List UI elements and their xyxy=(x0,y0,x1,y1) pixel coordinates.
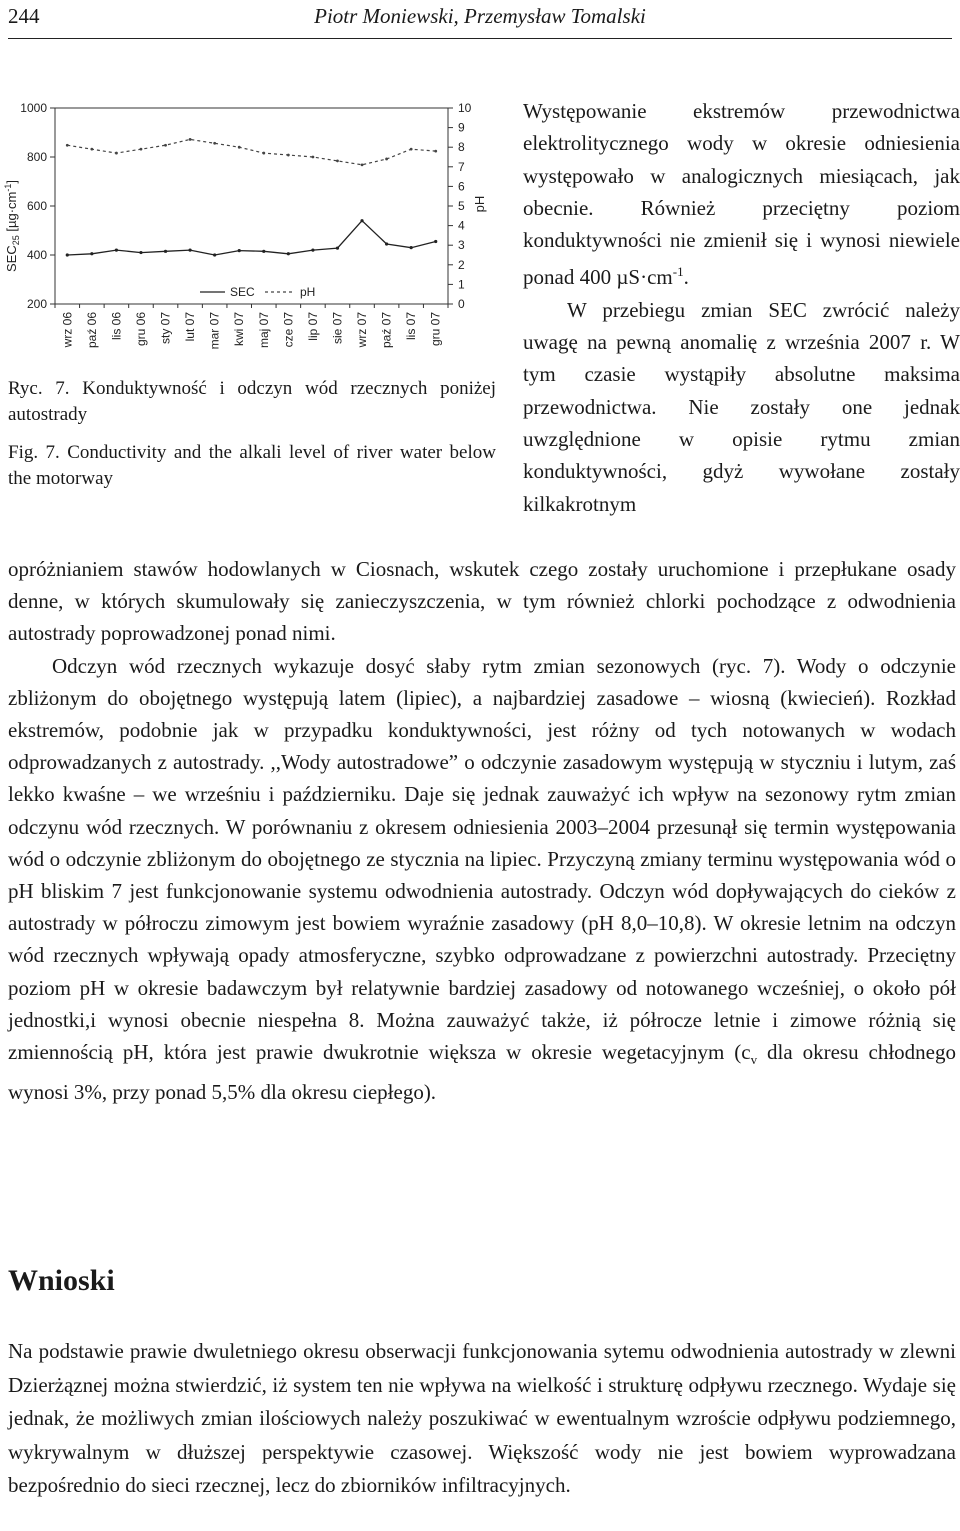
ph-point xyxy=(90,148,93,151)
y-axis-right-label: pH xyxy=(472,195,487,213)
sec-point xyxy=(164,250,167,253)
figure-caption-en: Fig. 7. Conductivity and the alkali level of river water below the motorway xyxy=(8,442,496,489)
y-left-tick-label: 200 xyxy=(26,297,47,311)
sec-point xyxy=(262,250,265,253)
sec-series-line xyxy=(67,221,435,255)
y-axis-left-label xyxy=(3,180,21,272)
sec-point xyxy=(66,253,69,256)
y-left-tick-label: 400 xyxy=(26,248,47,262)
ylabel-sub: 25 xyxy=(11,235,21,246)
x-tick-label: wrz 06 xyxy=(60,312,75,348)
ylabel-end: ] xyxy=(4,180,19,184)
p1-end: . xyxy=(683,265,689,290)
ph-point xyxy=(385,158,388,161)
figure-7-chart xyxy=(0,92,500,362)
x-tick-label: wrz 07 xyxy=(355,312,370,348)
y-right-tick-label: 1 xyxy=(458,277,465,292)
ylabel-sup: -1 xyxy=(3,183,13,192)
y-right-tick-label: 7 xyxy=(458,159,465,174)
sec-point xyxy=(410,246,413,249)
plot-frame xyxy=(55,108,448,304)
full-paragraph-1: opróżnianiem stawów hodowlanych w Ciosnach, wskutek czego zostały uruchomione i przepłukane osady denne, w których skumulowały się zanieczyszczenia, w tym również chlorki pochodzące z odwodnienia autostrady poprowadzonej ponad nimi. xyxy=(8,557,956,646)
x-tick-label: lis 07 xyxy=(404,312,419,341)
right-paragraph-1 xyxy=(523,95,960,294)
legend-sec-label: SEC xyxy=(230,285,255,299)
sec-point xyxy=(434,240,437,243)
y-left-tick-label: 800 xyxy=(26,150,47,164)
sec-point xyxy=(336,247,339,250)
sec-point xyxy=(139,251,142,254)
ph-point xyxy=(312,156,315,159)
ph-point xyxy=(115,152,118,155)
full-width-text xyxy=(8,553,956,1109)
x-tick-label: cze 07 xyxy=(281,312,296,348)
x-tick-label: lis 06 xyxy=(109,312,124,341)
y-left-tick-label: 1000 xyxy=(20,101,47,115)
y-right-tick-label: 5 xyxy=(458,199,465,213)
p1-main: Występowanie ekstremów przewodnictwa elektrolitycznego wody w okresie odniesienia występowało w analogicznych miesiącach, jak obecnie. Również przeciętny poziom konduktywności nie zmienił się i wynosi niewiele ponad 400 xyxy=(523,99,960,290)
figure-caption-pl: Ryc. 7. Konduktywność i odczyn wód rzecznych poniżej autostrady xyxy=(8,378,496,425)
ylabel-unit: [µg·cm xyxy=(4,191,19,236)
sec-point xyxy=(90,252,93,255)
sec-point xyxy=(115,249,118,252)
ph-point xyxy=(189,138,192,141)
x-tick-label: lip 07 xyxy=(305,312,320,341)
ph-point xyxy=(262,152,265,155)
y-right-tick-label: 2 xyxy=(458,257,465,272)
x-tick-label: sie 07 xyxy=(330,312,345,345)
x-tick-label: gru 06 xyxy=(133,312,148,347)
page-number: 244 xyxy=(8,4,40,28)
ylabel-main: SEC xyxy=(4,245,19,272)
y-right-tick-label: 0 xyxy=(458,297,465,311)
sec-point xyxy=(287,252,290,255)
ph-point xyxy=(213,142,216,145)
x-tick-label: kwi 07 xyxy=(232,312,247,347)
full-paragraph-2 xyxy=(8,650,956,1109)
x-tick-label: sty 07 xyxy=(158,312,173,345)
ph-point xyxy=(336,160,339,163)
p2-end: dla okresu chłodnego wynosi 3%, przy ponad 5,5% dla okresu ciepłego). xyxy=(8,1040,956,1105)
ph-point xyxy=(434,150,437,153)
ph-point xyxy=(287,154,290,157)
right-column-text xyxy=(523,95,960,520)
x-tick-label: maj 07 xyxy=(256,312,271,349)
p2-main: Odczyn wód rzecznych wykazuje dosyć słaby rytm zmian sezonowych (ryc. 7). Wody o odczynie zbliżonym do obojętnego występują latem (lipiec), a najbardziej zasadowe – wiosną (kwiecień). Rozkład ekstremów, podobnie jak w przypadku konduktywności, jest różny od tych notowanych w wodach odprowadzanych z autostrady. ,,Wody autostradowe” o odczynie zasadowym występują w styczniu i lutym, zaś lekko kwaśne – we wrześniu i październiku. Daje się jednak zauważyć ich wpływ na sezonowy rytm zmian odczynu wód rzecznych. W porównaniu z okresem odniesienia 2003–2004 przesunął się termin występowania wód o odczynie zbliżonym do obojętnego ze stycznia na lipiec. Przyczyną zmiany terminu występowania wód o pH bliskim 7 jest funkcjonowanie systemu odwodnienia autostrady. Odczyn wód dopływających do cieków z autostrady w półroczu zimowym jest bowiem wyraźnie zasadowy (pH 8,0–10,8). W okresie letnim na odczyn wód rzecznych wpływają opady atmosferyczne, szybko odprowadzane z powierzchni autostrady. Przeciętny poziom pH w okresie badawczym był relatywnie bardziej zasadowy od notowanego wcześniej, o około pół jednostki,i wynosi obecnie niespełna 8. Można zauważyć także, iż półrocze letnie i zimowe różnią się zmiennością pH, która jest prawie dwukrotnie większa w okresie wegetacyjnym (c xyxy=(8,653,956,1065)
x-tick-label: gru 07 xyxy=(428,312,443,347)
sec-point xyxy=(311,249,314,252)
sec-point xyxy=(213,253,216,256)
y-right-tick-label: 8 xyxy=(458,140,465,155)
ph-point xyxy=(238,146,241,149)
sec-point xyxy=(238,249,241,252)
sec-point xyxy=(360,219,363,222)
section-heading-conclusions: Wnioski xyxy=(8,1264,115,1297)
y-right-tick-label: 10 xyxy=(458,101,472,115)
x-tick-label: paź 07 xyxy=(379,312,394,349)
p2-sub: v xyxy=(750,1052,758,1068)
p1-unit: µS·cm xyxy=(616,265,673,290)
y-left-tick-label: 600 xyxy=(26,199,47,213)
ph-point xyxy=(140,148,143,151)
sec-point xyxy=(188,249,191,252)
ph-point xyxy=(361,163,364,166)
x-tick-label: lut 07 xyxy=(183,312,198,342)
legend-ph-label: pH xyxy=(300,285,316,299)
y-right-tick-label: 4 xyxy=(458,218,465,233)
right-paragraph-2: W przebiegu zmian SEC zwrócić należy uwagę na pewną anomalię z września 2007 r. W tym czasie wystąpiły absolutne maksima przewodnictwa. Nie zostały one jednak uwzględnione w opisie rytmu zmian konduktywności, gdyż wywołane zostały kilkakrotnym xyxy=(523,297,960,516)
p1-sup: -1 xyxy=(672,264,684,280)
header-rule xyxy=(8,38,952,39)
x-tick-label: paź 06 xyxy=(84,312,99,349)
ph-point xyxy=(410,148,413,151)
ph-point xyxy=(66,144,69,147)
running-title: Piotr Moniewski, Przemysław Tomalski xyxy=(314,4,646,28)
chart-svg xyxy=(0,92,500,362)
ph-point xyxy=(164,144,167,147)
sec-point xyxy=(385,242,388,245)
ph-series-line xyxy=(67,139,435,164)
x-tick-label: mar 07 xyxy=(207,312,222,350)
y-right-tick-label: 6 xyxy=(458,179,465,194)
y-right-tick-label: 3 xyxy=(458,238,465,253)
page-header xyxy=(0,0,960,40)
conclusions-paragraph: Na podstawie prawie dwuletniego okresu obserwacji funkcjonowania sytemu odwodnienia autostrady w zlewni Dzierżąznej można stwierdzić, iż system ten nie wpływa na wielkość i strukturę odpływu rzecznego. Wydaje się jednak, że możliwych zmian ilościowych należy poszukiwać w ewentualnym wzroście odpływu podziemnego, wykrywalnym w dłuższej perspektywie czasowej. Większość wody nie jest bowiem wyprowadzana bezpośrednio do sieci rzecznej, lecz do zbiorników infiltracyjnych. xyxy=(8,1339,956,1497)
y-right-tick-label: 9 xyxy=(458,120,465,135)
